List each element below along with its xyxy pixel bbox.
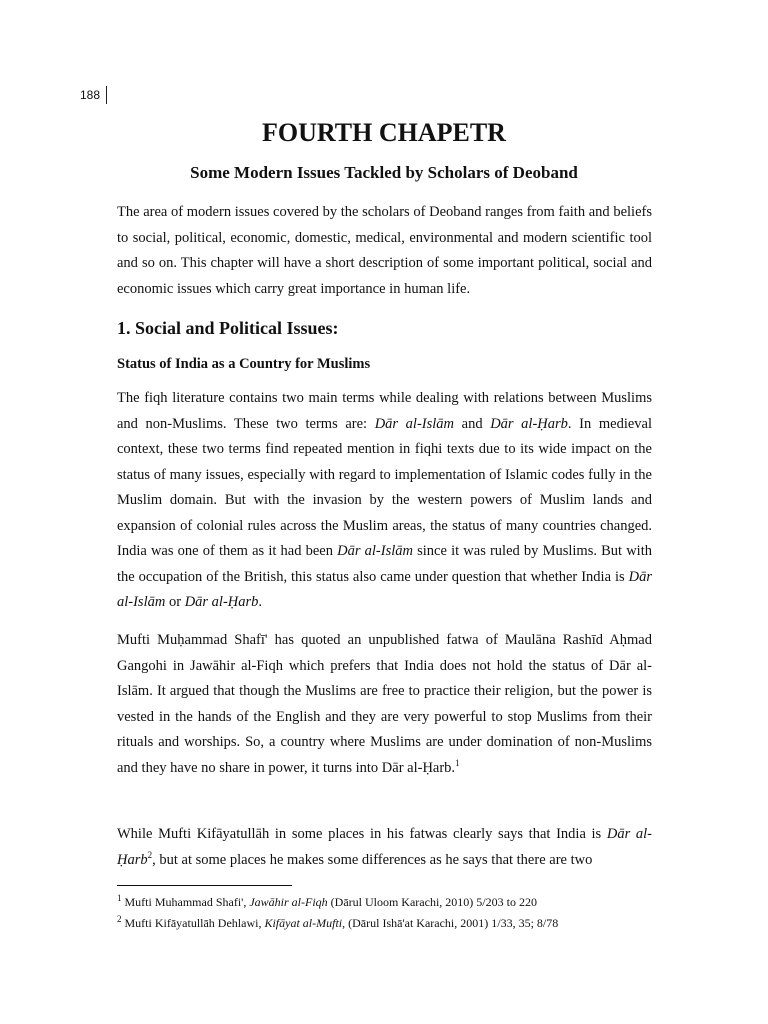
sub-heading: Status of India as a Country for Muslims — [117, 356, 371, 372]
paragraph-shafi-fatwa — [117, 628, 652, 781]
footnote-1 — [117, 892, 657, 913]
paragraph-kifayatullah — [117, 822, 652, 873]
footnote-divider — [117, 885, 292, 886]
text-run: , but at some places he makes some differences as he says that there are two — [152, 851, 593, 868]
footnote-number: 1 — [117, 893, 122, 903]
text-run: Mufti Muḥammad Shafī' has quoted an unpublished fatwa of Maulāna Rashīd Aḥmad Gangohi in Jawāhir al-Fiqh which prefers that India does not hold the status of Dār al-Islām. It argued that though the Muslims are free to practice their religion, but the power is vested in the hands of the English and they are very powerful to stop Muslims from their rituals and worships. So, a country where Muslims are under domination of non-Muslims and they have no share in power, it turns into Dār al-Ḥarb. — [117, 632, 652, 776]
footnote-text: , (Dārul Ishā'at Karachi, 2001) 1/33, 35; 8/78 — [342, 916, 559, 930]
footnote-ref-2[interactable]: 2 — [147, 849, 153, 860]
term-dar-al-islam: Dār al-Islām — [374, 415, 455, 432]
footnote-title: Jawāhir al-Fiqh — [249, 895, 328, 909]
text-run: and — [454, 415, 491, 432]
section-heading: 1. Social and Political Issues: — [117, 318, 339, 338]
text-run: . In medieval context, these two terms find repeated mention in fiqhi texts due to its wide impact on the status of many issues, especially with regard to implementation of Islamic codes fully in the Muslim domain. But with the invasion by the western powers of Muslim lands and expansion of colonial rules across the Muslim areas, the status of many countries changed. India was one of them as it had been — [117, 415, 653, 559]
paragraph-terms — [117, 386, 652, 616]
term-dar-al-islam: Dār al-Islām — [337, 543, 413, 559]
term-dar-al-harb: Dār al-Ḥarb — [184, 594, 259, 610]
term-dar-al-harb: Dār al-Ḥarb — [490, 415, 568, 432]
page-number: 188 — [80, 86, 107, 104]
footnote-title: Kifāyat al-Mufti — [264, 916, 343, 930]
text-run: The fiqh literature contains two main terms while dealing with relations between Muslims and non-Muslims. These two terms are: — [117, 390, 652, 432]
footnote-2 — [117, 913, 657, 934]
text-run: or — [165, 594, 185, 610]
footnote-text: Mufti Muhammad Shafi', — [124, 895, 250, 909]
term-dar-al-islam: Dār al-Islām — [117, 568, 652, 610]
footnote-number: 2 — [117, 914, 122, 924]
chapter-title: FOURTH CHAPETR — [262, 118, 506, 147]
text-run: . — [258, 594, 263, 610]
text-run: since it was ruled by Muslims. But with the occupation of the British, this status also came under question that whether India is — [117, 543, 652, 585]
term-dar-al-harb: Dār al-Ḥarb — [117, 826, 652, 868]
text-run: While Mufti Kifāyatullāh in some places in his fatwas clearly says that India is — [117, 826, 607, 842]
footnote-text: (Dārul Uloom Karachi, 2010) 5/203 to 220 — [327, 895, 537, 909]
footnote-text: Mufti Kifāyatullāh Dehlawi, — [124, 916, 265, 930]
footnotes — [117, 892, 657, 934]
footnote-ref-1[interactable]: 1 — [455, 757, 460, 768]
intro-paragraph: The area of modern issues covered by the scholars of Deoband ranges from faith and beliefs to social, political, economic, domestic, medical, environmental and modern scientific tool and so on. This chapter will have a short description of some important political, social and economic issues which carry great importance in human life. — [117, 204, 652, 297]
chapter-subtitle: Some Modern Issues Tackled by Scholars of Deoband — [190, 163, 578, 182]
